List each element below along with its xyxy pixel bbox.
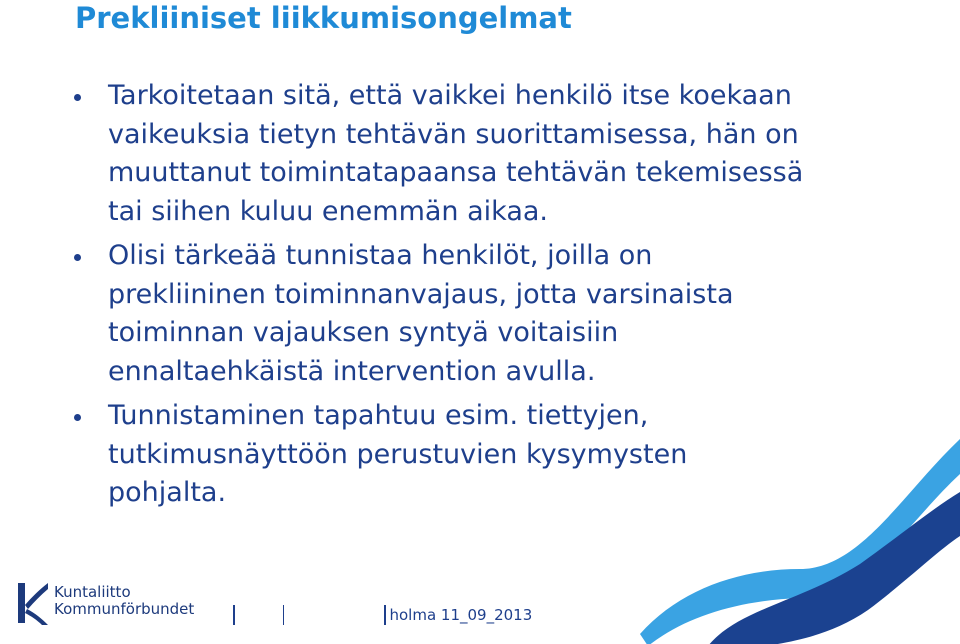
decorative-swoosh-icon bbox=[640, 384, 960, 644]
logo-text-line2: Kommunförbundet bbox=[54, 600, 195, 618]
logo-text bbox=[54, 584, 194, 618]
bullet-line: muuttanut toimintatapaansa tehtävän tekemisessä bbox=[108, 157, 804, 188]
kuntaliitto-logo bbox=[14, 579, 195, 627]
bullet-line: vaikeuksia tietyn tehtävän suorittamisessa, hän on bbox=[108, 118, 799, 150]
bullet-item bbox=[70, 77, 950, 231]
footer-author-date: holma 11_09_2013 bbox=[389, 606, 533, 624]
bullet-dot-icon bbox=[74, 94, 81, 101]
bullet-item bbox=[70, 237, 950, 391]
footer-separator bbox=[384, 605, 386, 625]
bullet-line: ennaltaehkäistä intervention avulla. bbox=[108, 355, 596, 387]
footer-separator bbox=[233, 605, 235, 625]
footer-separator bbox=[283, 605, 285, 625]
logo-text-line1: Kuntaliitto bbox=[54, 583, 131, 601]
slide-title: Prekliiniset liikkumisongelmat bbox=[75, 1, 572, 35]
bullet-dot-icon bbox=[74, 414, 81, 421]
bullet-line: Tunnistaminen tapahtuu esim. tiettyjen, bbox=[108, 400, 649, 431]
bullet-line: Olisi tärkeää tunnistaa henkilöt, joilla on bbox=[108, 240, 653, 271]
bullet-line: Tarkoitetaan sitä, että vaikkei henkilö itse koekaan bbox=[108, 80, 792, 111]
bullet-line: prekliininen toiminnanvajaus, jotta varsinaista bbox=[108, 278, 734, 310]
bullet-dot-icon bbox=[74, 254, 81, 261]
bullet-line: tai siihen kuluu enemmän aikaa. bbox=[108, 195, 548, 227]
footer-bar bbox=[233, 603, 532, 627]
bullet-line: toiminnan vajauksen syntyä voitaisiin bbox=[108, 317, 619, 348]
kuntaliitto-logo-mark-icon bbox=[14, 579, 50, 627]
bullet-line: tutkimusnäyttöön perustuvien kysymysten bbox=[108, 438, 688, 470]
bullet-line: pohjalta. bbox=[108, 477, 227, 508]
